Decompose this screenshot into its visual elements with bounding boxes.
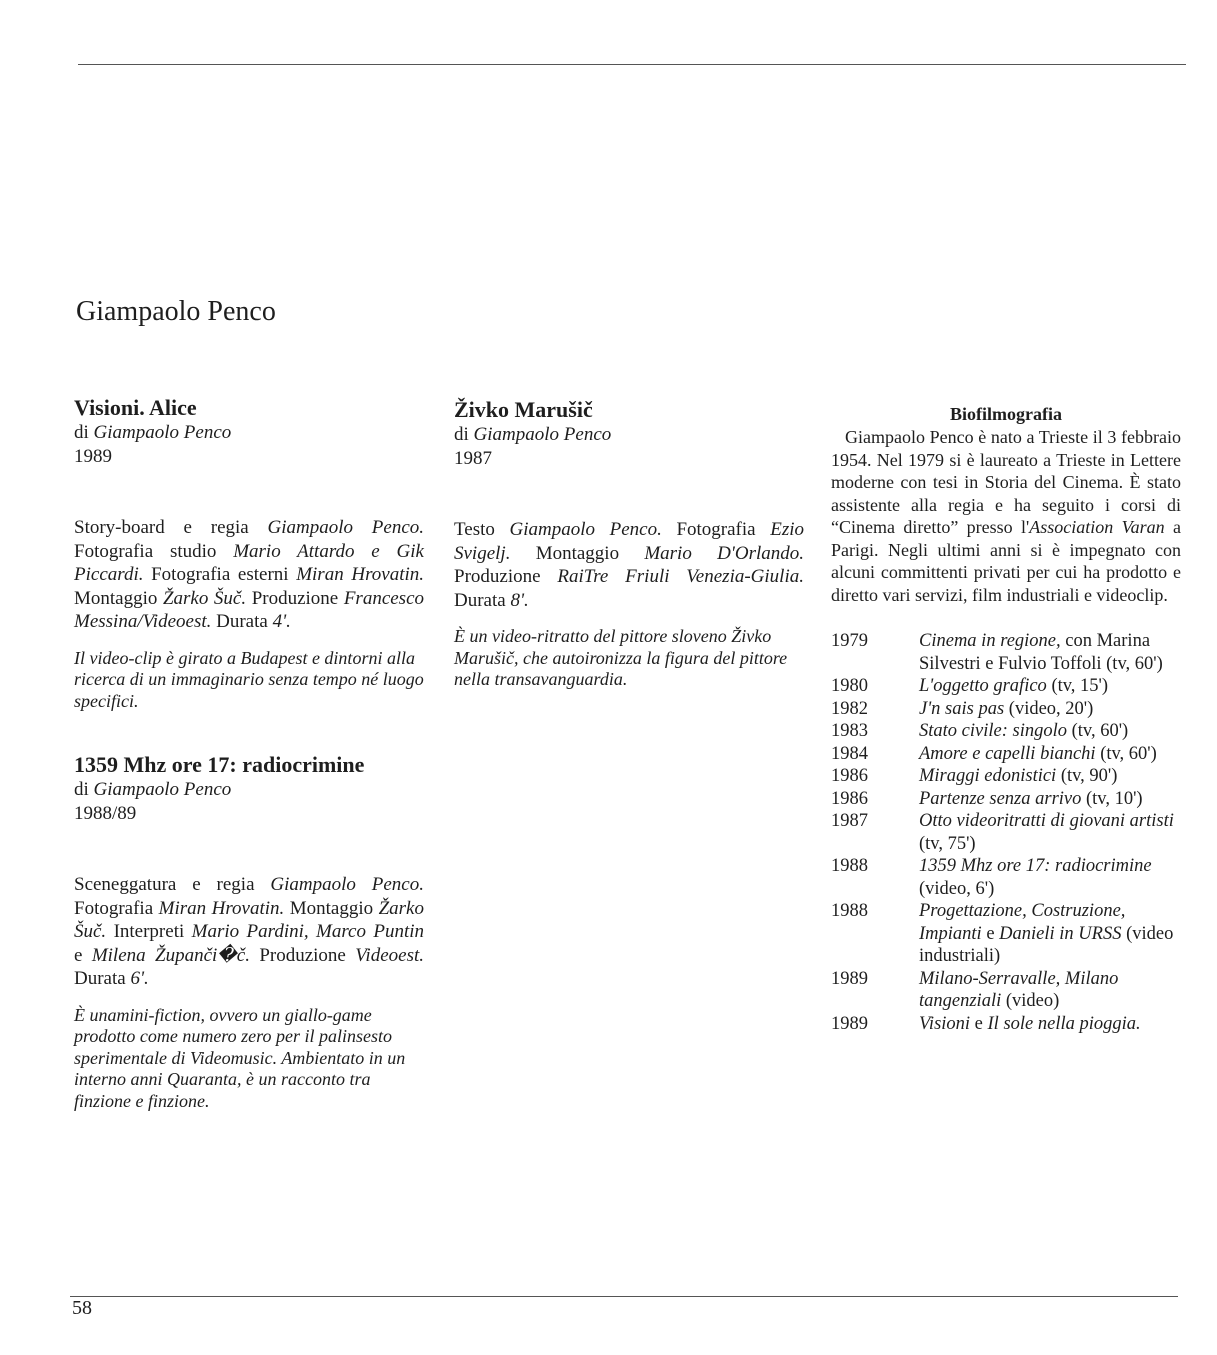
- italic-run: Ezio Svigelj.: [454, 519, 804, 564]
- work-year: 1989: [74, 445, 112, 467]
- filmography-year: 1989: [831, 1013, 868, 1034]
- italic-run: Mario Attardo e Gik Piccardi.: [74, 540, 424, 585]
- filmography-year: 1980: [831, 676, 868, 696]
- work-year: 1988/89: [74, 802, 137, 824]
- filmography-row: [831, 968, 1181, 1013]
- filmography-title: Cinema in regione, con Marina Silvestri e Fulvio Toffoli (tv, 60'): [919, 631, 1163, 674]
- biofilmography-heading: Biofilmografia: [950, 404, 1062, 424]
- italic-run: Amore e capelli bianchi: [919, 743, 1096, 764]
- work-title: Visioni. Alice: [74, 395, 197, 420]
- italic-run: Visioni: [919, 1013, 971, 1034]
- filmography-title: Otto videoritratti di giovani artisti (tv, 75'): [919, 811, 1174, 854]
- italic-run: Mario D'Orlando.: [644, 542, 804, 564]
- filmography-title: J'n sais pas (video, 20'): [919, 698, 1094, 719]
- biography-text: Giampaolo Penco è nato a Trieste il 3 febbraio 1954. Nel 1979 si è laureato a Trieste in Lettere moderne con tesi in Storia del Cinema. È stato assistente alla regia e ha seguito i corsi di “Cinema diretto” presso l'Association Varan a Parigi. Negli ultimi anni si è impegnato con alcuni committenti privati per cui ha prodotto e diretto vari servizi, film industriali e videoclip.: [831, 427, 1181, 605]
- italic-run: Miran Hrovatin.: [158, 897, 285, 919]
- italic-run: Giampaolo Penco.: [267, 517, 424, 538]
- filmography-title: Amore e capelli bianchi (tv, 60'): [919, 743, 1157, 764]
- italic-run: Miran Hrovatin.: [296, 564, 424, 585]
- filmography-year: 1982: [831, 698, 868, 719]
- filmography-row: [831, 855, 1181, 900]
- filmography-title: Miraggi edonistici (tv, 90'): [919, 766, 1118, 786]
- filmography-title: Progettazione, Costruzione, Impianti e Danieli in URSS (video industriali): [919, 901, 1174, 966]
- italic-run: 6'.: [130, 968, 149, 989]
- filmography-year: 1986: [831, 766, 868, 786]
- italic-run: Žarko Šuč.: [74, 897, 424, 942]
- italic-run: J'n sais pas: [919, 698, 1005, 719]
- filmography-row: [831, 675, 1181, 698]
- filmography-year: 1988: [831, 856, 868, 876]
- work-director: di Giampaolo Penco: [454, 424, 612, 445]
- italic-run: RaiTre Friuli Venezia-Giulia.: [557, 566, 804, 587]
- filmography-title: Milano-Serravalle, Milano tangenziali (video): [919, 968, 1119, 1011]
- italic-run: Francesco Messina/Videoest.: [74, 587, 425, 632]
- filmography-row: [831, 720, 1181, 743]
- footer-rule: [70, 1296, 1178, 1297]
- italic-run: Milena Županči�č.: [91, 944, 250, 966]
- filmography-row: [831, 1013, 1181, 1036]
- filmography-title: Partenze senza arrivo (tv, 10'): [919, 788, 1143, 809]
- column-left: [74, 395, 424, 1160]
- filmography-year: 1988: [831, 901, 868, 921]
- filmography-title: L'oggetto grafico (tv, 15'): [919, 676, 1109, 696]
- italic-run: Partenze senza arrivo: [919, 788, 1082, 809]
- filmography-title: 1359 Mhz ore 17: radiocrimine (video, 6'): [919, 856, 1152, 899]
- filmography-row: [831, 743, 1181, 766]
- filmography-year: 1983: [831, 721, 868, 741]
- filmography-row: [831, 698, 1181, 721]
- italic-run: Mario Pardini, Marco Puntin: [191, 921, 424, 942]
- work-description: È un video-ritratto del pittore sloveno Živko Marušič, che autoironizza la figura del pittore nella transavanguardia.: [454, 626, 788, 689]
- italic-run: 1359 Mhz ore 17: radiocrimine: [919, 856, 1152, 876]
- filmography-row: [831, 788, 1181, 811]
- italic-run: L'oggetto grafico: [919, 676, 1047, 696]
- italic-run: Milano-Serravalle, Milano tangenziali: [919, 968, 1119, 1011]
- filmography-year: 1984: [831, 743, 868, 764]
- work-director: di Giampaolo Penco: [74, 779, 232, 800]
- work-director: di Giampaolo Penco: [74, 422, 232, 443]
- italic-run: Association Varan: [1029, 517, 1165, 537]
- italic-run: Il sole nella pioggia.: [987, 1013, 1141, 1034]
- filmography-title: Visioni e Il sole nella pioggia.: [919, 1013, 1141, 1034]
- author-heading: Giampaolo Penco: [76, 296, 276, 327]
- column-right: [831, 402, 1181, 1035]
- italic-run: 4'.: [272, 611, 291, 632]
- filmography-year: 1979: [831, 631, 868, 651]
- work-title: 1359 Mhz ore 17: radiocrimine: [74, 752, 365, 777]
- work-year: 1987: [454, 447, 492, 469]
- italic-run: prodotto come numero zero per il palinsesto sperimentale di: [74, 1026, 392, 1068]
- work-description: Il video-clip è girato a Budapest e dintorni alla ricerca di un immaginario senza tempo né luogo specifici.: [74, 647, 424, 711]
- italic-run: Giampaolo Penco.: [270, 874, 424, 895]
- italic-run: Miraggi edonistici: [919, 766, 1057, 786]
- filmography-list: [831, 630, 1181, 1035]
- italic-run: Otto videoritratti di giovani artisti: [919, 811, 1174, 831]
- italic-run: Cinema in regione,: [919, 631, 1061, 651]
- italic-run: ovvero un: [205, 1004, 285, 1025]
- column-middle: [454, 397, 804, 691]
- header-rule: [78, 64, 1186, 65]
- work-description: È unamini-fiction, ovvero un giallo-game prodotto come numero zero per il palinsesto sperimentale di Videomusic. Ambientato in un interno anni Quaranta, è un racconto tra finzione e finzione.: [74, 1004, 406, 1111]
- italic-run: È una: [74, 1004, 117, 1025]
- filmography-year: 1987: [831, 811, 868, 831]
- italic-run: Videoest.: [355, 944, 424, 966]
- italic-run: 8'.: [510, 589, 529, 611]
- filmography-row: [831, 765, 1181, 788]
- italic-run: Žarko Šuč.: [162, 587, 247, 609]
- work-credits: Sceneggatura e regia Giampaolo Penco. Fotografia Miran Hrovatin. Montaggio Žarko Šuč. Interpreti Mario Pardini, Marco Puntin e Milena Županči�č. Produzione Videoest. Durata 6'.: [74, 874, 424, 989]
- italic-run: Danieli in URSS: [999, 923, 1122, 944]
- italic-run: Stato civile: singolo: [919, 721, 1067, 741]
- work-visioni-alice: [74, 395, 424, 712]
- work-radiocrimine: [74, 752, 424, 1112]
- page-number: 58: [72, 1297, 92, 1319]
- filmography-row: [831, 810, 1181, 855]
- filmography-row: [831, 900, 1181, 968]
- italic-run: Progettazione, Costruzione, Impianti: [919, 901, 1126, 944]
- filmography-title: Stato civile: singolo (tv, 60'): [919, 721, 1129, 741]
- italic-run: Ambientato in un interno anni Quaranta, è un racconto tra finzione e finzione.: [74, 1047, 406, 1111]
- work-credits: Story-board e regia Giampaolo Penco. Fotografia studio Mario Attardo e Gik Piccardi. Fotografia esterni Miran Hrovatin. Montaggio Žarko Šuč. Produzione Francesco Messina/Videoest. Durata 4'.: [74, 517, 425, 632]
- filmography-year: 1986: [831, 788, 868, 809]
- filmography-row: [831, 630, 1181, 675]
- work-title: Živko Marušič: [454, 397, 593, 422]
- italic-run: Giampaolo Penco.: [509, 519, 662, 540]
- filmography-year: 1989: [831, 968, 868, 989]
- work-credits: Testo Giampaolo Penco. Fotografia Ezio Svigelj. Montaggio Mario D'Orlando. Produzione RaiTre Friuli Venezia-Giulia. Durata 8'.: [454, 519, 804, 611]
